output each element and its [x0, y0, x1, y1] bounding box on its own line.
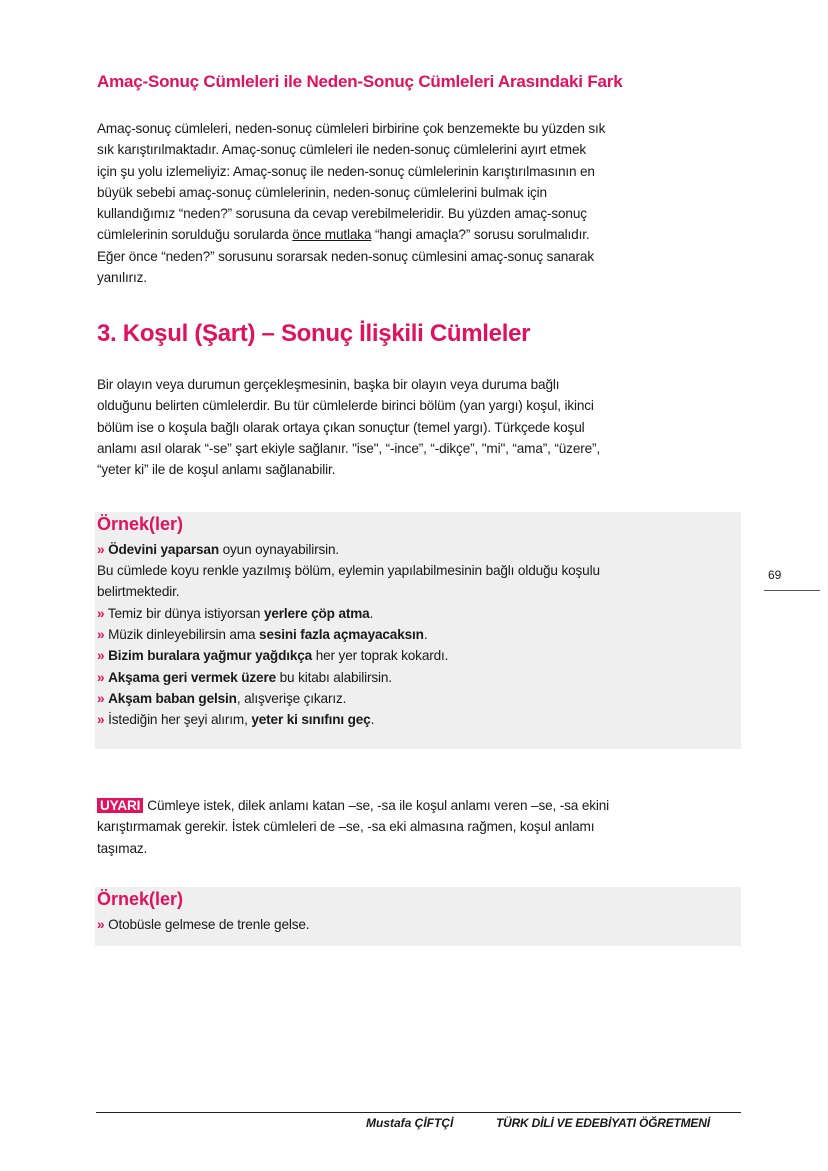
- example-line: » Temiz bir dünya istiyorsan yerlere çöp atma.: [97, 606, 374, 621]
- example-line: » Müzik dinleyebilirsin ama sesini fazla açmayacaksın.: [97, 627, 428, 642]
- bullet-icon: »: [97, 670, 105, 685]
- warning-text: Cümleye istek, dilek anlamı katan –se, -sa ile koşul anlamı veren –se, -sa ekini karıştırmamak gerekir. İstek cümleleri de –se, -sa eki almasına rağmen, koşul anlamı taşımaz.: [97, 798, 610, 856]
- subsection-title: Amaç-Sonuç Cümleleri ile Neden-Sonuç Cümleleri Arasındaki Fark: [97, 72, 623, 91]
- bullet-icon: »: [97, 542, 105, 557]
- warning-paragraph: [97, 795, 757, 859]
- bullet-icon: »: [97, 712, 105, 727]
- footer-author: Mustafa ÇİFTÇİ: [366, 1116, 454, 1130]
- section-body: Bir olayın veya durumun gerçekleşmesinin, başka bir olayın veya duruma bağlı olduğunu belirten cümlelerdir. Bu tür cümlelerde birinci bölüm (yan yargı) koşul, ikinci bölüm ise o koşula bağlı olarak ortaya çıkan sonuçtur (temel yargı). Türkçede koşul anlamı asıl olarak “-se” şart ekiyle sağlanır. "ise", “-ince”, “-dikçe”, "mi", “ama”, “üzere”, “yeter ki” ile de koşul anlamı sağlanabilir.: [97, 377, 601, 478]
- warning-badge: UYARI: [97, 798, 143, 813]
- page-number-rule: [764, 590, 820, 591]
- bullet-icon: »: [97, 648, 105, 663]
- examples-box: [95, 512, 741, 749]
- bullet-icon: »: [97, 627, 105, 642]
- example-line: » Ödevini yaparsan oyun oynayabilirsin.: [97, 542, 340, 557]
- intro-paragraph: [97, 118, 757, 288]
- example-line: » Akşam baban gelsin, alışverişe çıkarız.: [97, 691, 347, 706]
- example-line: » Bizim buralara yağmur yağdıkça her yer toprak kokardı.: [97, 648, 449, 663]
- footer-role: TÜRK DİLİ VE EDEBİYATI ÖĞRETMENİ: [496, 1116, 710, 1130]
- example-line: » İstediğin her şeyi alırım, yeter ki sınıfını geç.: [97, 712, 375, 727]
- examples-title: Örnek(ler): [97, 889, 184, 909]
- bullet-icon: »: [97, 606, 105, 621]
- intro-text-end: “hangi amaçla?” sorusu sorulmalıdır. Eğer önce “neden?” sorusunu sorarsak neden-sonuç cümlesini amaç-sonuç sanarak yanılırız.: [97, 227, 594, 286]
- underlined-text: önce mutlaka: [292, 227, 372, 243]
- examples-box-2: [95, 887, 741, 946]
- section-heading: 3. Koşul (Şart) – Sonuç İlişkili Cümleler: [97, 320, 531, 347]
- example-explanation: Bu cümlede koyu renkle yazılmış bölüm, eylemin yapılabilmesinin bağlı olduğu koşulu belirtmektedir.: [97, 563, 600, 600]
- example-line: » Akşama geri vermek üzere bu kitabı alabilirsin.: [97, 670, 392, 685]
- footer-rule: [96, 1112, 741, 1113]
- examples-title: Örnek(ler): [97, 514, 184, 534]
- bullet-icon: »: [97, 691, 105, 706]
- example-line: » Otobüsle gelmese de trenle gelse.: [97, 917, 310, 932]
- intro-text: Amaç-sonuç cümleleri, neden-sonuç cümleleri birbirine çok benzemekte bu yüzden sık sık karıştırılmaktadır. Amaç-sonuç cümleleri ile neden-sonuç cümlelerini ayırt etmek için şu yolu izlemeliyiz: Amaç-sonuç ile neden-sonuç cümlelerinin karıştırılmasının en büyük sebebi amaç-sonuç cümlelerinin, neden-sonuç cümlelerini bulmak için kullandığımız “neden?” sorusuna da cevap verebilmeleridir. Bu yüzden amaç-sonuç cümlelerinin sorulduğu sorularda: [97, 121, 606, 243]
- page-number: 69: [768, 568, 782, 582]
- bullet-icon: »: [97, 917, 105, 932]
